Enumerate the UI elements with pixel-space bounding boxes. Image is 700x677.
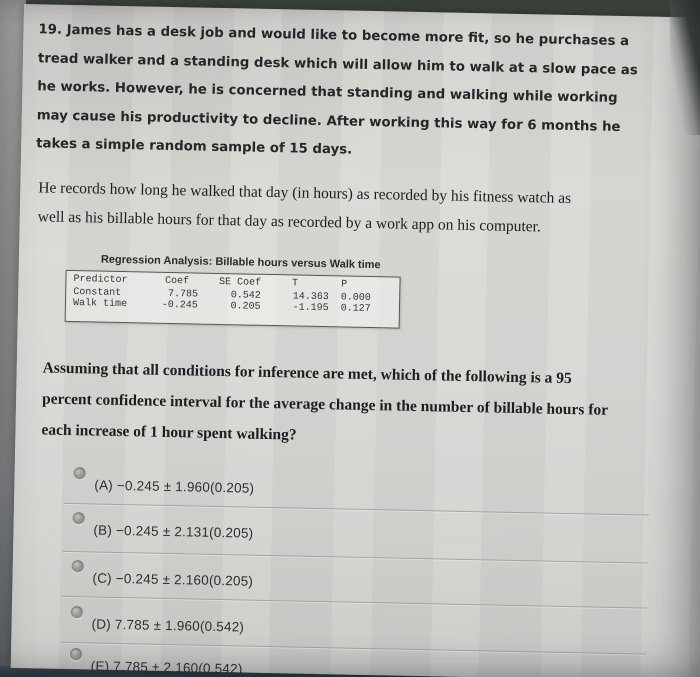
intro-line-4: may cause his productivity to decline. After working this way for 6 months he <box>36 107 621 135</box>
question-prompt <box>41 352 609 456</box>
radio-button-c[interactable] <box>72 560 84 572</box>
option-label-b[interactable]: (B) −0.245 ± 2.131(0.205) <box>93 522 254 541</box>
data-description <box>37 174 571 242</box>
intro-line-5: takes a simple random sample of 15 days. <box>36 136 353 158</box>
radio-button-d[interactable] <box>71 606 83 618</box>
option-label-c[interactable]: (C) −0.245 ± 2.160(0.205) <box>92 570 254 589</box>
intro-line-3: he works. However, he is concerned that standing and walking while working <box>37 79 618 106</box>
description-line-2: well as his billable hours for that day as recorded by a work app on his computer. <box>37 207 542 235</box>
cell-constant-p: 0.000 <box>340 292 371 305</box>
col-header-predictor: Predictor <box>73 274 128 287</box>
intro-line-2: tread walker and a standing desk which will allow him to walk at a slow pace as <box>37 50 638 78</box>
question-paper <box>11 4 700 677</box>
radio-button-e[interactable] <box>70 648 82 660</box>
cell-constant-se-coef: 0.542 <box>230 290 261 302</box>
option-label-d[interactable]: (D) 7.785 ± 1.960(0.542) <box>91 616 245 635</box>
intro-line-1: 19. James has a desk job and would like to become more fit, so he purchases a <box>38 22 630 50</box>
regression-title: Regression Analysis: Billable hours versus Walk time <box>100 253 381 272</box>
option-row-c[interactable] <box>71 560 631 601</box>
option-label-a[interactable]: (A) −0.245 ± 1.960(0.205) <box>94 477 255 496</box>
description-line-1: He records how long he walked that day (in hours) as recorded by his fitness watch as <box>38 179 572 208</box>
cell-constant-predictor: Constant <box>73 287 122 300</box>
prompt-line-1: Assuming that all conditions for inference are met, which of the following is a 95 <box>42 359 572 388</box>
option-label-e[interactable]: (E) 7.785 ± 2.160(0.542) <box>90 658 243 677</box>
radio-button-a[interactable] <box>73 467 85 479</box>
cell-walktime-t: -1.195 <box>292 302 329 315</box>
prompt-line-3: each increase of 1 hour spent walking? <box>41 421 297 444</box>
regression-table-box <box>65 270 401 329</box>
cell-walktime-coef: -0.245 <box>161 299 198 312</box>
option-row-a[interactable] <box>73 467 633 508</box>
regression-table <box>66 273 400 316</box>
col-header-se-coef: SE Coef <box>218 276 262 289</box>
option-row-b[interactable] <box>72 512 632 553</box>
option-row-d[interactable] <box>70 606 630 647</box>
radio-button-b[interactable] <box>73 512 85 524</box>
cell-walktime-p: 0.127 <box>340 303 371 316</box>
question-intro <box>36 16 639 171</box>
cell-constant-coef: 7.785 <box>167 288 199 301</box>
col-header-p: P <box>340 279 348 291</box>
cell-walktime-predictor: Walk time <box>72 298 128 311</box>
col-header-coef: Coef <box>164 275 190 288</box>
prompt-line-2: percent confidence interval for the average change in the number of billable hours for <box>41 390 609 419</box>
cell-constant-t: 14.363 <box>292 291 329 304</box>
cell-walktime-se-coef: 0.205 <box>230 301 261 313</box>
col-header-t: T <box>291 278 299 290</box>
